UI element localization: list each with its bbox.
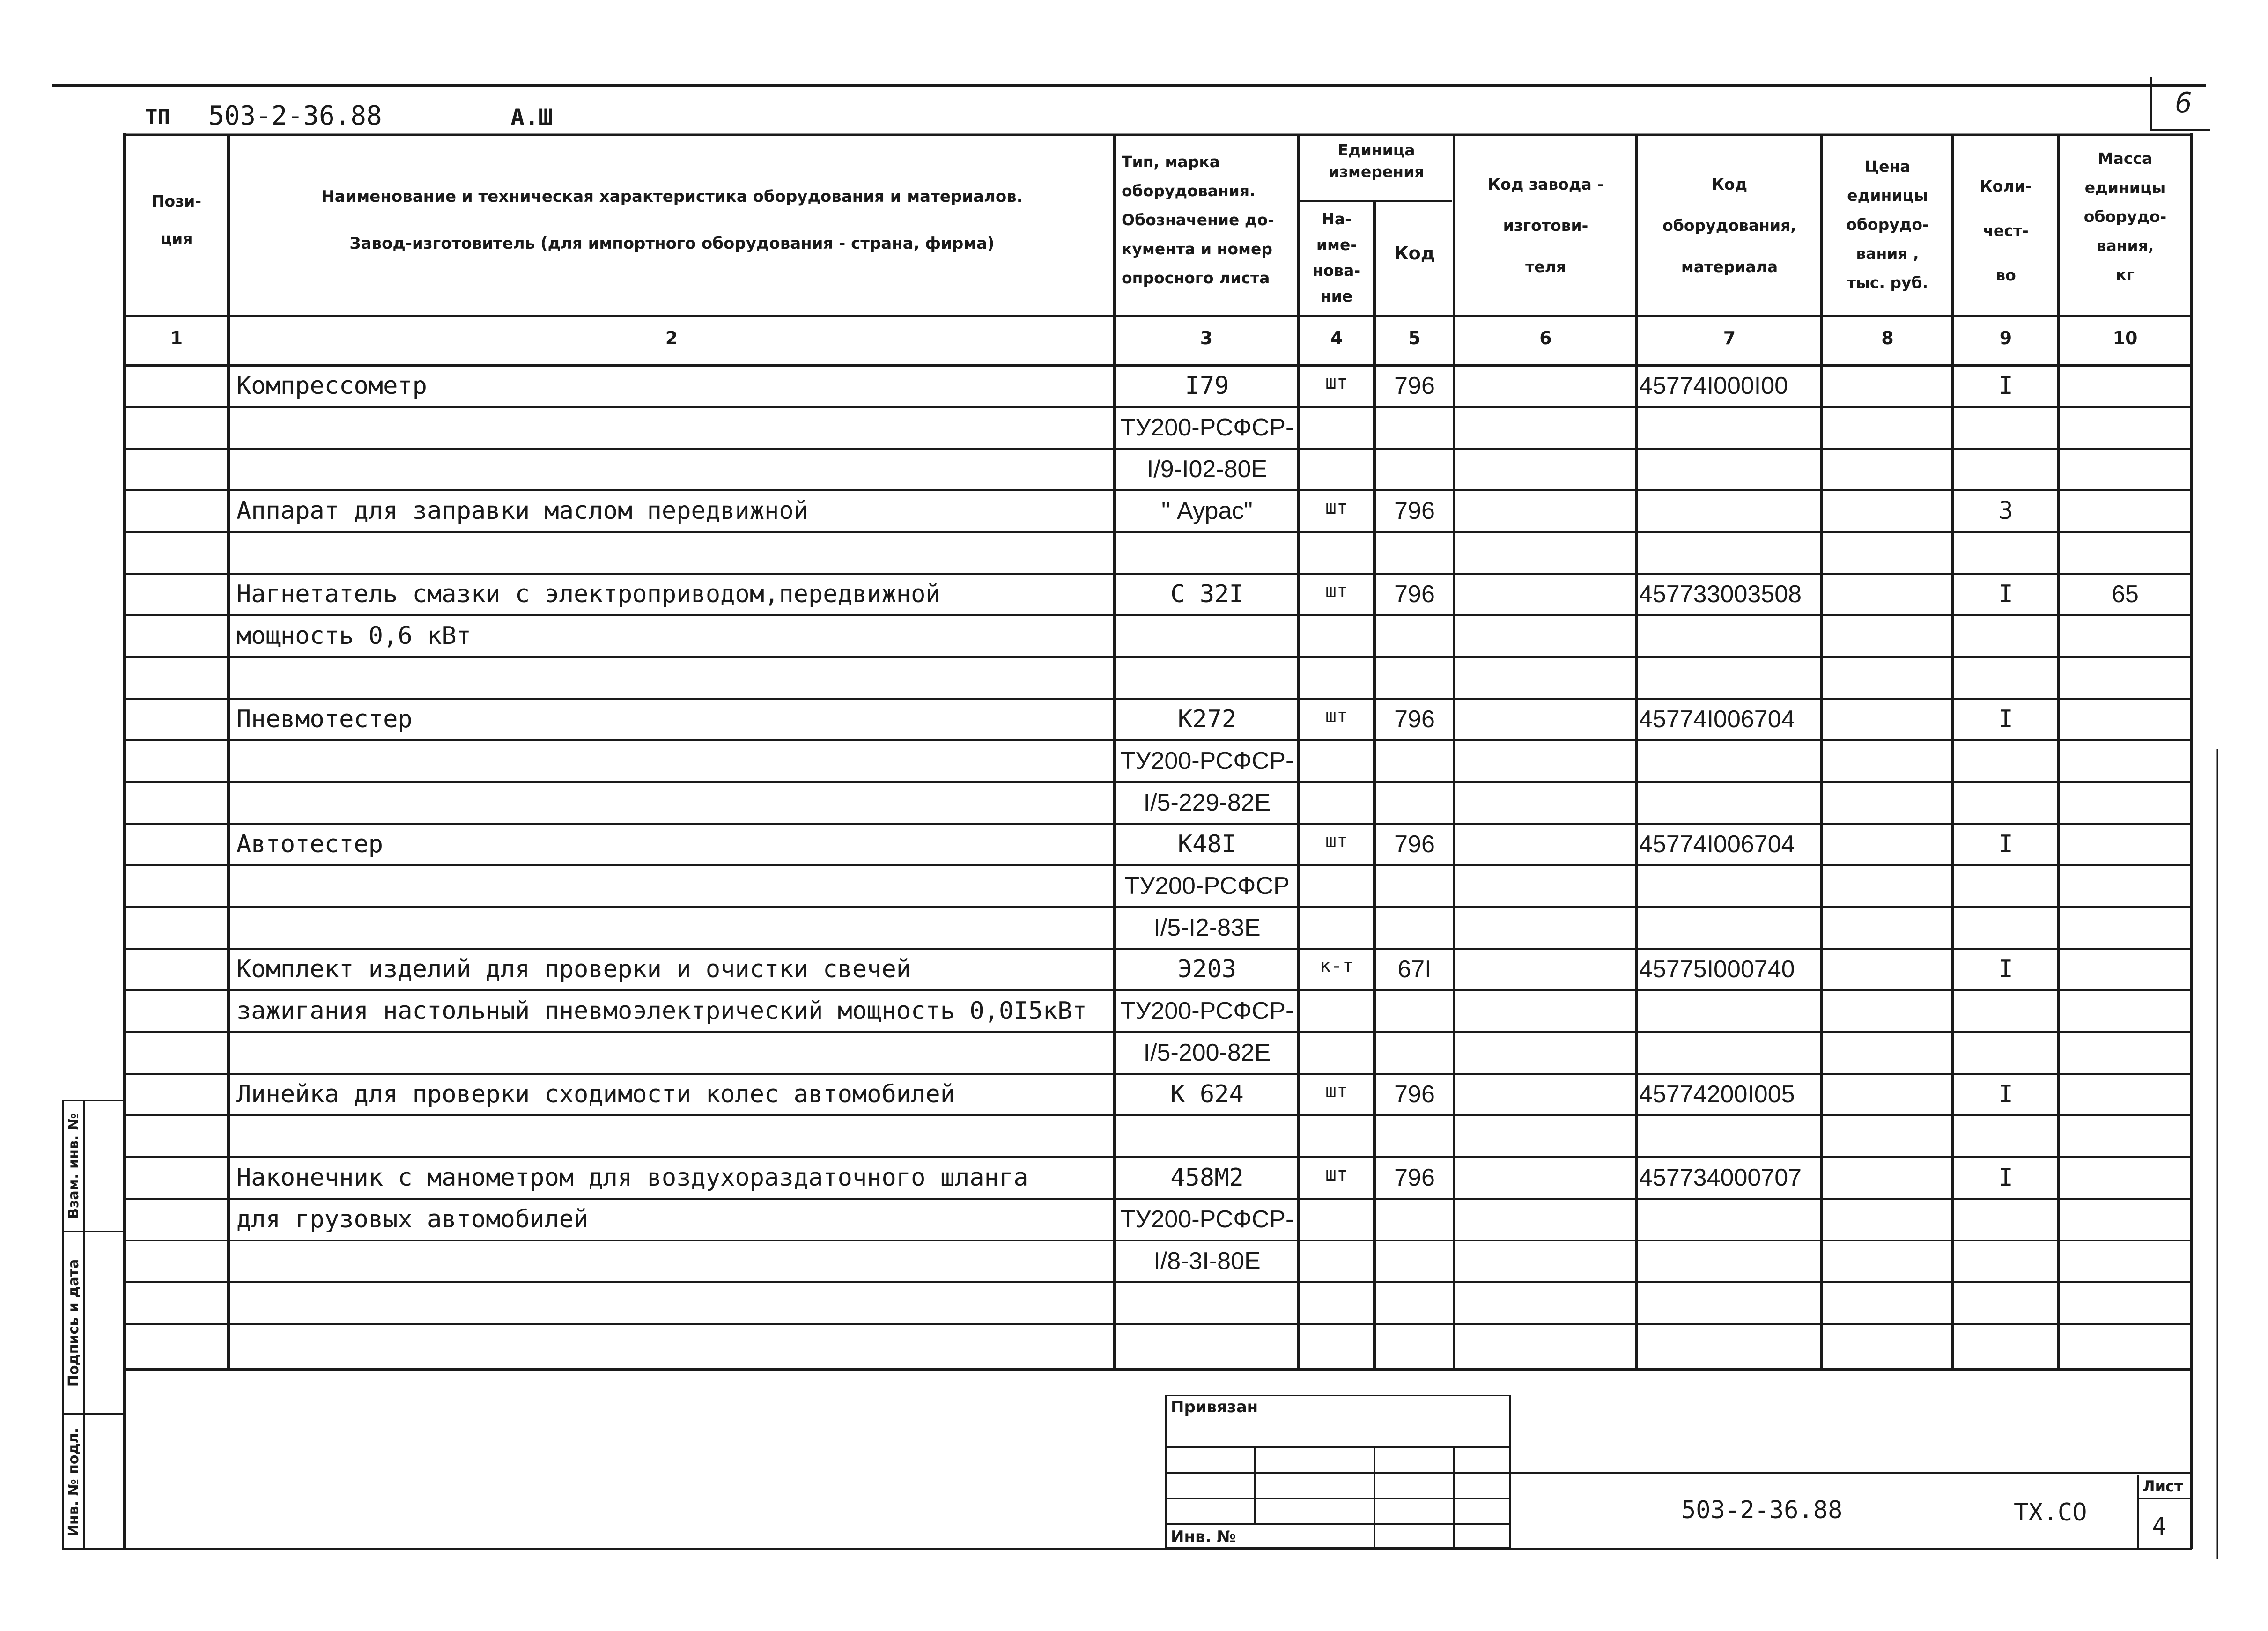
cell-qty: I (1998, 1164, 2013, 1192)
cell-type: К48I (1177, 830, 1237, 858)
cell-name: Автотестер (236, 830, 384, 858)
table-row (0, 449, 2268, 490)
col-1-header: Пози- ция (151, 192, 202, 248)
table-row (0, 1199, 2268, 1240)
table-row (0, 782, 2268, 824)
cell-name: Нагнетатель смазки с электроприводом,передвижной (236, 580, 940, 608)
cell-type: Э203 (1177, 955, 1237, 983)
table-row (0, 407, 2268, 449)
table-row (0, 615, 2268, 657)
cell-equip-code: 45774I000I00 (1639, 372, 1788, 399)
cell-type: К272 (1177, 705, 1237, 733)
cell-type: I/5-229-82Е (1143, 789, 1271, 816)
cell-name: зажигания настольный пневмоэлектрический мощность 0,0I5кВт (236, 997, 1087, 1025)
cell-type: I/5-I2-83Е (1153, 914, 1261, 941)
cell-unit-code: 796 (1394, 372, 1435, 399)
cell-equip-code: 45774I006704 (1639, 831, 1795, 858)
col-3-header: Тип, марка оборудования. Обозначение до- кумента и номер опросного листа (1122, 153, 1274, 287)
col-10-num: 10 (2113, 328, 2138, 348)
col-9-num: 9 (1999, 328, 2012, 348)
cell-type: ТУ200-РСФСР- (1120, 1206, 1294, 1233)
cell-unit: шт (1325, 372, 1348, 393)
stamp-signature-date: Подпись и дата (66, 1259, 82, 1387)
table-row (0, 532, 2268, 574)
table-row (0, 824, 2268, 865)
col-5-num: 5 (1408, 328, 1421, 348)
table-row (0, 1115, 2268, 1157)
cell-type: С 32I (1170, 580, 1244, 608)
cell-equip-code: 457734000707 (1639, 1164, 1802, 1191)
doc-ref-album: А.Ш (510, 104, 553, 131)
cell-type: ТУ200-РСФСР- (1120, 997, 1294, 1025)
cell-unit-code: 796 (1394, 831, 1435, 858)
cell-type: ТУ200-РСФСР (1124, 872, 1290, 900)
cell-name: Наконечник с манометром для воздухораздаточного шланга (236, 1164, 1028, 1192)
table-row (0, 1324, 2268, 1365)
mark: ТХ.СО (2014, 1498, 2087, 1527)
cell-unit: шт (1325, 497, 1348, 518)
table-row (0, 740, 2268, 782)
table-row (0, 949, 2268, 990)
cell-qty: I (1998, 955, 2013, 983)
cell-unit-code: 796 (1394, 497, 1435, 524)
col-7-num: 7 (1723, 328, 1736, 348)
col-5-header: Код (1394, 243, 1435, 264)
cell-unit-code: 796 (1394, 1164, 1435, 1191)
col-1-num: 1 (170, 328, 183, 348)
table-row (0, 1157, 2268, 1199)
cell-type: I/5-200-82Е (1143, 1039, 1271, 1066)
cell-qty: 3 (1998, 497, 2013, 525)
cell-name: Комплект изделий для проверки и очистки свечей (236, 955, 911, 983)
table-row (0, 1074, 2268, 1115)
cell-qty: I (1998, 580, 2013, 608)
table-row (0, 490, 2268, 532)
cell-type: 458М2 (1170, 1164, 1244, 1192)
sheet-number: 4 (2152, 1513, 2167, 1541)
table-row (0, 657, 2268, 699)
cell-unit-code: 796 (1394, 1081, 1435, 1108)
doc-ref-code: 503-2-36.88 (208, 101, 382, 131)
cell-unit: шт (1325, 830, 1348, 852)
col-9-header: Коли- чест- во (1980, 177, 2032, 284)
cell-type: I/9-I02-80Е (1146, 456, 1268, 483)
cell-qty: I (1998, 372, 2013, 400)
cell-type: I79 (1185, 372, 1229, 400)
cell-unit-code: 796 (1394, 706, 1435, 733)
cell-type: " Аурас" (1161, 497, 1253, 524)
table-row (0, 1282, 2268, 1324)
cell-type: К 624 (1170, 1080, 1244, 1108)
cell-type: ТУ200-РСФСР- (1120, 747, 1294, 775)
cell-qty: I (1998, 1080, 2013, 1108)
doc-ref-prefix: ТП (145, 105, 170, 129)
col-2-num: 2 (665, 328, 678, 348)
stamp-inv-podl: Инв. № подл. (66, 1427, 82, 1537)
cell-unit: шт (1325, 1164, 1348, 1185)
stamp-vzam-inv: Взам. инв. № (66, 1113, 82, 1219)
col-8-num: 8 (1881, 328, 1894, 348)
unit-group-header: Единица измерения (1328, 141, 1425, 181)
cell-unit: шт (1325, 580, 1348, 602)
page-number: 6 (2175, 87, 2193, 119)
cell-equip-code: 457733003508 (1639, 581, 1802, 608)
col-4-header: На- име- нова- ние (1312, 210, 1361, 305)
cell-unit-code: 796 (1394, 581, 1435, 608)
cell-equip-code: 45774I006704 (1639, 706, 1795, 733)
cell-name: мощность 0,6 кВт (236, 622, 471, 650)
cell-qty: I (1998, 705, 2013, 733)
cell-mass: 65 (2112, 581, 2139, 608)
col-8-header: Цена единицы оборудо- вания , тыс. руб. (1846, 157, 1929, 292)
col-10-header: Масса единицы оборудо- вания, кг (2083, 149, 2167, 284)
cell-unit: шт (1325, 1080, 1348, 1102)
bound-label: Привязан (1171, 1398, 1258, 1417)
cell-unit-code: 67I (1397, 956, 1432, 983)
inv-label: Инв. № (1171, 1528, 1236, 1546)
table-row (0, 990, 2268, 1032)
table-row (0, 907, 2268, 949)
table-row (0, 1032, 2268, 1074)
cell-qty: I (1998, 830, 2013, 858)
cell-name: Аппарат для заправки маслом передвижной (236, 497, 808, 525)
table-row (0, 574, 2268, 615)
table-row (0, 699, 2268, 740)
cell-type: I/8-3I-80Е (1153, 1247, 1261, 1275)
cell-name: Компрессометр (236, 372, 427, 400)
cell-unit: шт (1325, 705, 1348, 727)
col-6-header: Код завода - изготови- теля (1488, 175, 1603, 276)
sheet-label: Лист (2142, 1477, 2183, 1495)
cell-equip-code: 45774200I005 (1639, 1081, 1795, 1108)
cell-unit: к-т (1319, 955, 1354, 977)
col-7-header: Код оборудования, материала (1662, 175, 1796, 276)
col-3-num: 3 (1200, 328, 1213, 348)
cell-name: Пневмотестер (236, 705, 413, 733)
table-row (0, 865, 2268, 907)
col-2-header: Наименование и техническая характеристика оборудования и материалов. Завод-изготовитель (для импортного оборудования - страна, фирма) (321, 187, 1023, 253)
cell-equip-code: 45775I000740 (1639, 956, 1795, 983)
col-6-num: 6 (1539, 328, 1552, 348)
cell-name: Линейка для проверки сходимости колес автомобилей (236, 1080, 955, 1108)
table-row (0, 1240, 2268, 1282)
cell-type: ТУ200-РСФСР- (1120, 414, 1294, 441)
table-row (0, 365, 2268, 407)
col-4-num: 4 (1330, 328, 1343, 348)
cell-name: для грузовых автомобилей (236, 1205, 589, 1233)
designation: 503-2-36.88 (1681, 1496, 1843, 1524)
